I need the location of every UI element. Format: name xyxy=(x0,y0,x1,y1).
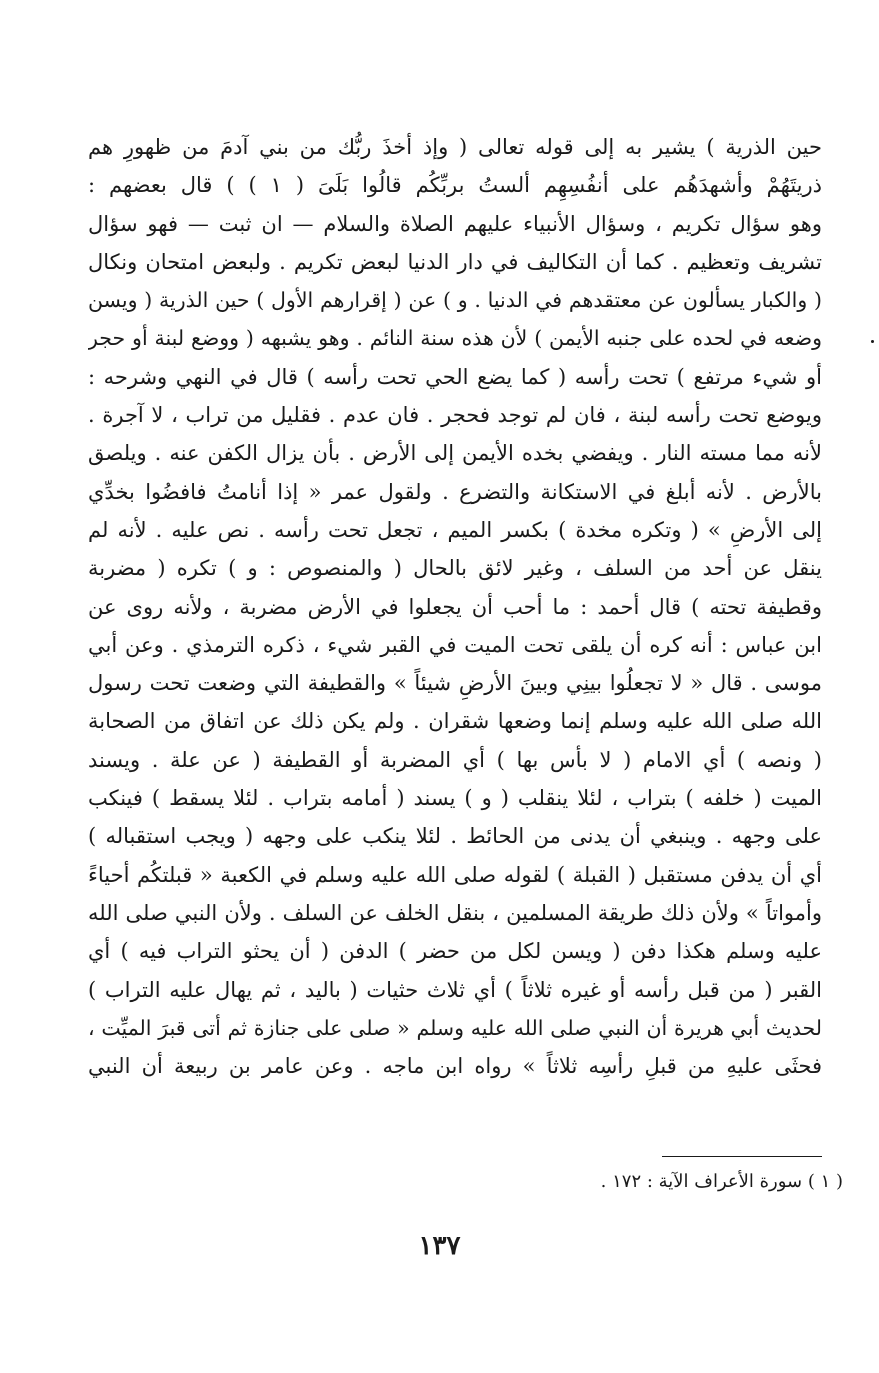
text-line: القبر ( من قبل رأسه أو غيره ثلاثاً ) أي ثلاث حثيات ( باليد ، ثم يهال عليه التراب ) xyxy=(88,977,822,1002)
text-line: أو شيء مرتفع ) تحت رأسه ( كما يضع الحي تحت رأسه ) قال في النهي وشرحه : xyxy=(88,364,822,389)
text-line: أي أن يدفن مستقبل ( القبلة ) لقوله صلى الله عليه وسلم في الكعبة « قبلتكُم أحياءً xyxy=(88,862,822,887)
text-line: لأنه مما مسته النار . ويفضي بخده الأيمن إلى الأرض . بأن يزال الكفن عنه . ويلصق xyxy=(88,441,822,466)
text-line: ابن عباس : أنه كره أن يلقى تحت الميت في القبر شيء ، ذكره الترمذي . وعن أبي xyxy=(88,632,822,657)
footnote-separator xyxy=(662,1156,822,1157)
text-line: ينقل عن أحد من السلف ، وغير لائق بالحال ( والمنصوص : و ) تكره ( مضربة xyxy=(88,556,822,581)
text-line: موسى . قال « لا تجعلُوا بينِي وبينَ الأرضِ شيئاً » والقطيفة التي وضعت تحت رسول xyxy=(88,671,822,696)
text-line: وقطيفة تحته ) قال أحمد : ما أحب أن يجعلوا في الأرض مضربة ، ولأنه روى عن xyxy=(88,594,822,619)
text-line: وضعه في لحده على جنبه الأيمن ) لأن هذه سنة النائم . وهو يشبهه ( ووضع لبنة أو حجر xyxy=(88,326,822,351)
text-line: عليه وسلم هكذا دفن ( ويسن لكل من حضر ) الدفن ( أن يحثو التراب فيه ) أي xyxy=(88,939,822,964)
footnote: ( ١ ) سورة الأعراف الآية : ١٧٢ . xyxy=(600,1171,843,1192)
text-line: لحديث أبي هريرة أن النبي صلى الله عليه وسلم « صلى على جنازة ثم أتى قبرَ الميِّت ، xyxy=(88,1015,822,1040)
text-line: ( والكبار يسألون عن معتقدهم في الدنيا . و ) عن ( إقرارهم الأول ) حين الذرية ( ويسن xyxy=(88,288,822,313)
text-line: الله صلى الله عليه وسلم إنما وضعها شقران . ولم يكن ذلك عن اتفاق من الصحابة xyxy=(88,709,822,734)
text-line: الميت ( خلفه ) بتراب ، لئلا ينقلب ( و ) يسند ( أمامه بتراب . لئلا يسقط ) فينكب xyxy=(88,786,822,811)
text-line: تشريف وتعظيم . كما أن التكاليف في دار الدنيا لبعض تكريم . ولبعض امتحان ونكال xyxy=(88,249,822,274)
text-line: بالأرض . لأنه أبلغ في الاستكانة والتضرع . ولقول عمر « إذا أنامتُ فافضُوا بخدِّي xyxy=(88,479,822,504)
text-line: وأمواتاً » ولأن ذلك طريقة المسلمين ، بنقل الخلف عن السلف . ولأن النبي صلى الله xyxy=(88,900,822,925)
text-line: حين الذرية ) يشير به إلى قوله تعالى ( وإذ أخذَ ربُّك من بني آدمَ من ظهورِ هم xyxy=(88,135,822,159)
text-line: إلى الأرضِ » ( وتكره مخدة ) بكسر الميم ، تجعل تحت رأسه . نص عليه . لأنه لم xyxy=(88,517,822,542)
text-line: على وجهه . وينبغي أن يدنى من الحائط . لئلا ينكب على وجهه ( ويجب استقباله ) xyxy=(88,824,822,849)
page-number: ١٣٧ xyxy=(418,1231,461,1261)
text-line: ذريتَهُمْ وأشهدَهُم على أنفُسِهِم ألستُ بربِّكُم قالُوا بَلَىَ ( ١ ) ) قال بعضهم : xyxy=(88,173,822,198)
text-line: فحثَى عليهِ من قبلِ رأسِه ثلاثاً » رواه ابن ماجه . وعن عامر بن ربيعة أن النبي xyxy=(88,1054,822,1079)
text-line: وهو سؤال تكريم ، وسؤال الأنبياء عليهم الصلاة والسلام — ان ثبت — فهو سؤال xyxy=(88,211,822,236)
text-line: ( ونصه ) أي الامام ( لا بأس بها ) أي المضربة أو القطيفة ( عن علة . ويسند xyxy=(88,747,822,772)
text-line: ويوضع تحت رأسه لبنة ، فان لم توجد فحجر . فان عدم . فقليل من تراب ، لا آجرة . xyxy=(88,403,822,428)
margin-mark xyxy=(871,340,874,343)
main-text-block xyxy=(88,128,822,1085)
